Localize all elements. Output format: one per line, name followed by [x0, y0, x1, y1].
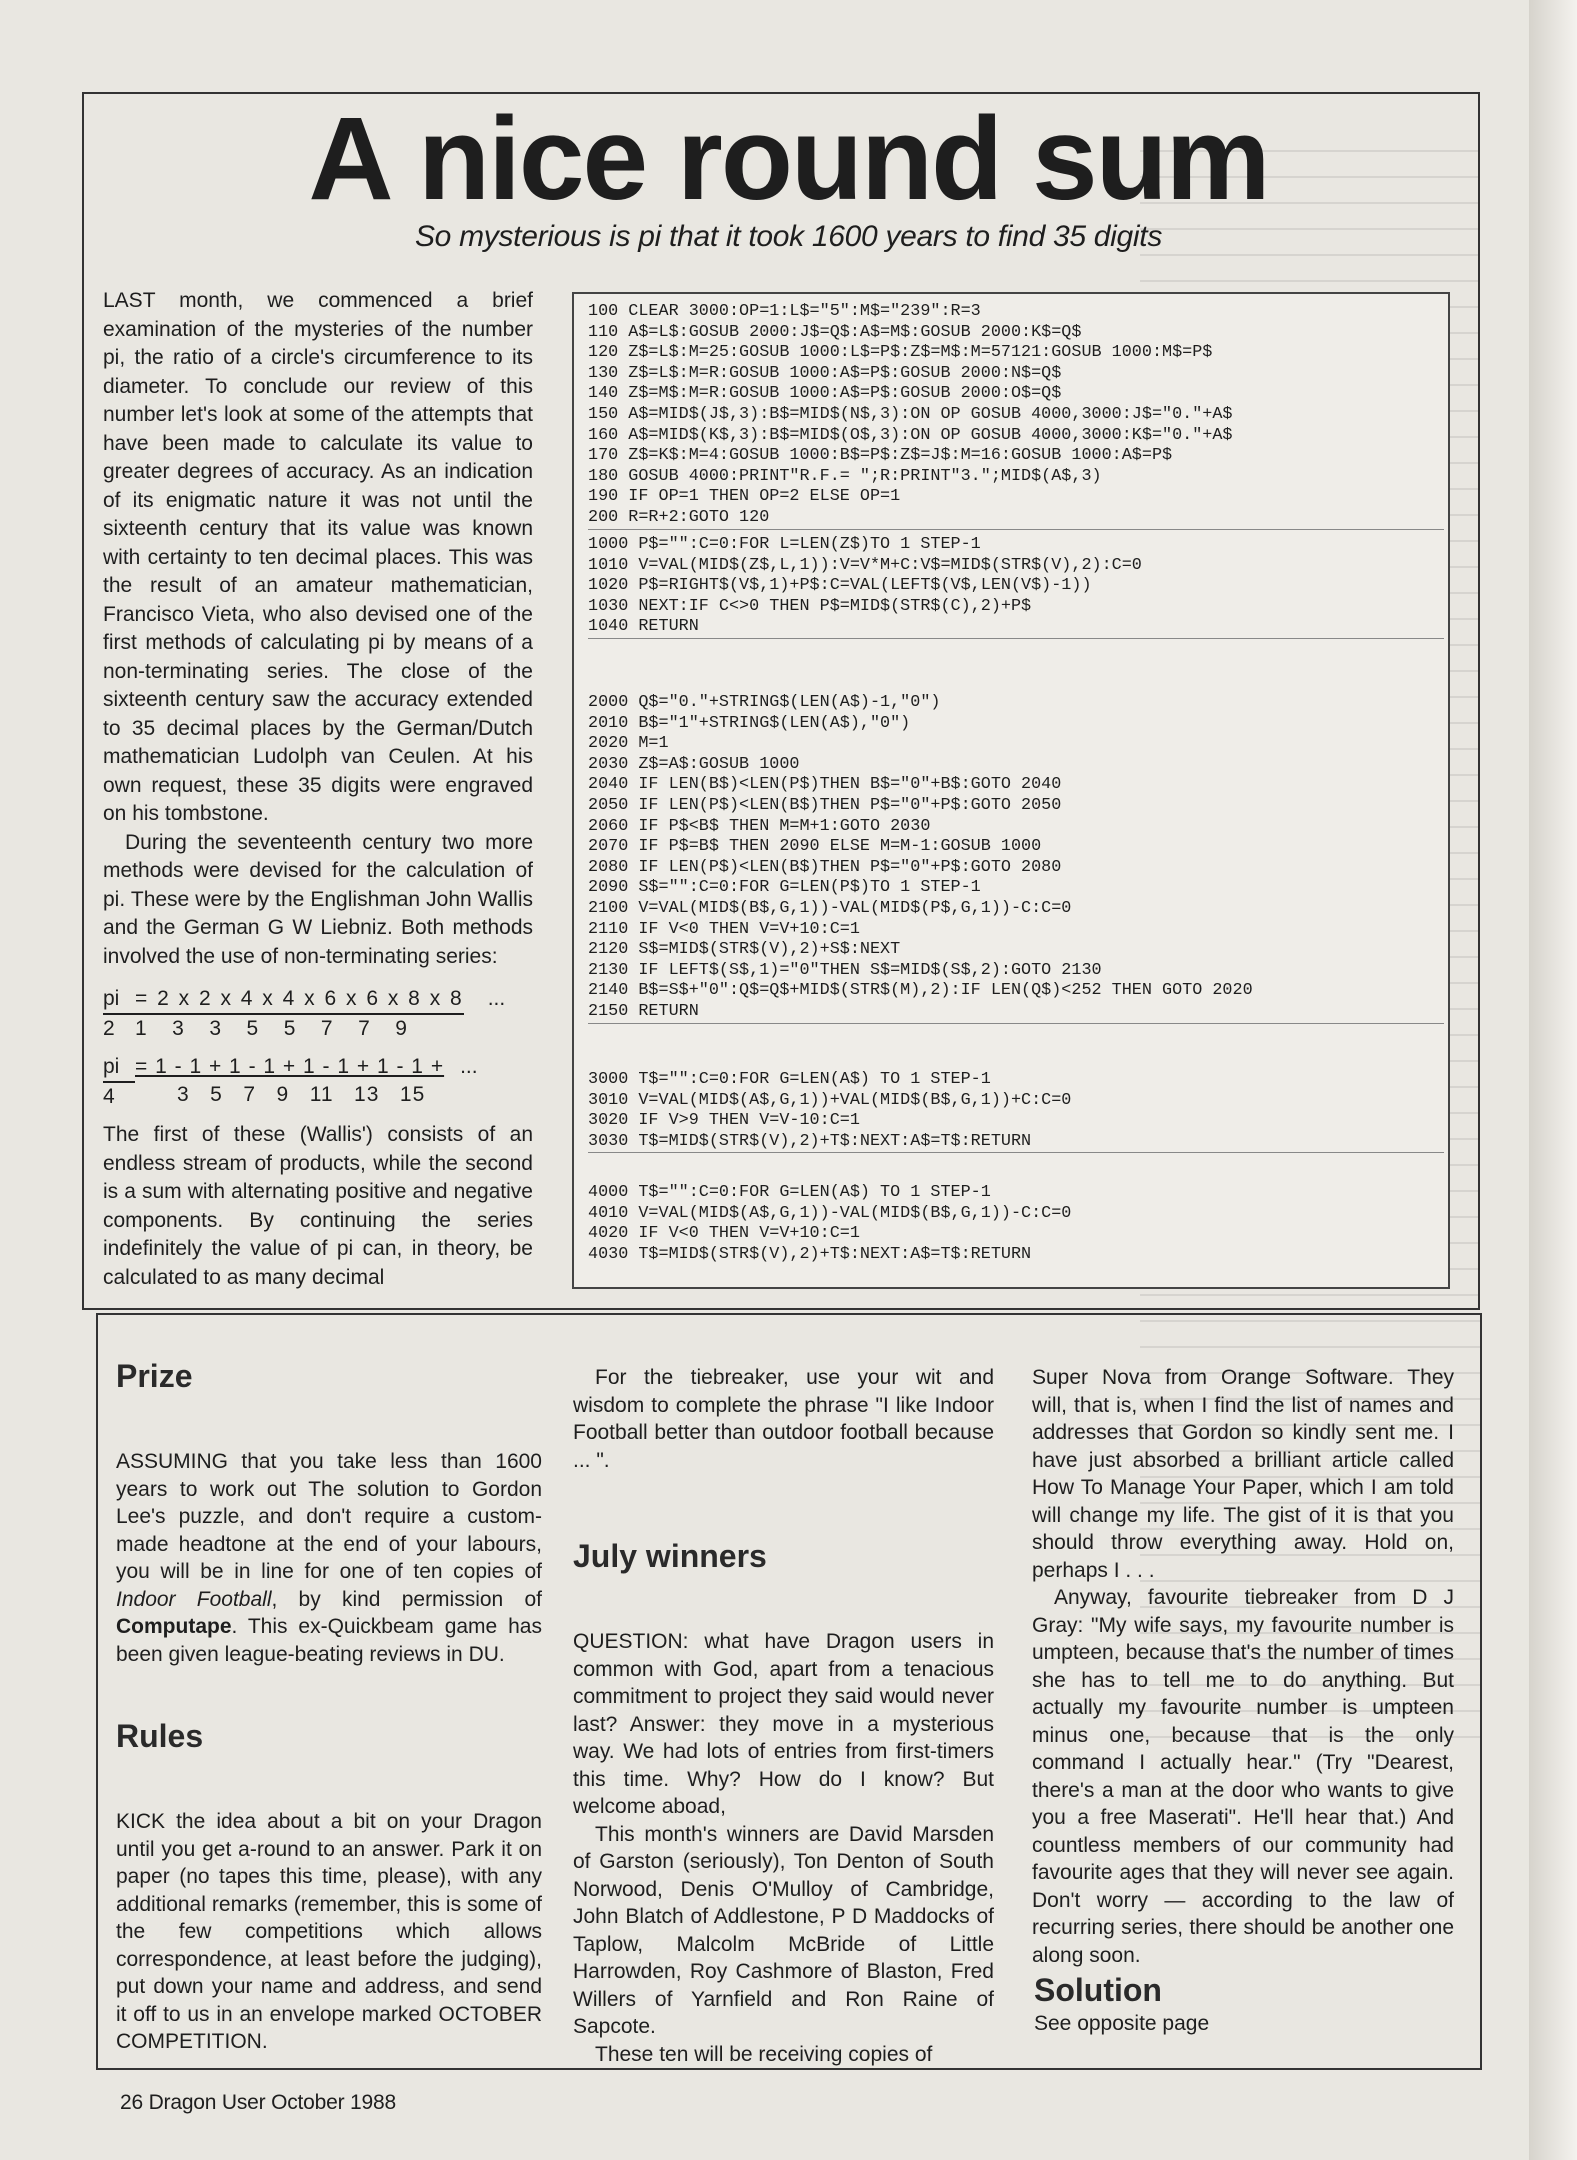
subtitle: So mysterious is pi that it took 1600 years to find 35 digits [414, 220, 1163, 253]
wallis-lhs-denominator: 2 [103, 1017, 115, 1040]
code-line: 2090 S$="":C=0:FOR G=LEN(P$)TO 1 STEP-1 [588, 878, 981, 898]
code-block-2000 [588, 693, 1444, 1024]
wallis-lhs [103, 985, 135, 1043]
code-line: 130 Z$=L$:M=R:GOSUB 1000:A$=P$:GOSUB 2000:N$=Q$ [588, 363, 1062, 383]
headline: A nice round sum [308, 93, 1269, 225]
rules-text [116, 1808, 542, 2056]
leibniz-lhs [103, 1053, 135, 1111]
wallis-terms [135, 985, 464, 1043]
code-line: 2020 M=1 [588, 734, 669, 754]
code-line: 140 Z$=M$:M=R:GOSUB 1000:A$=P$:GOSUB 2000:O$=Q$ [588, 384, 1062, 404]
code-line: 170 Z$=K$:M=4:GOSUB 1000:B$=P$:Z$=J$:M=16:GOSUB 1000:A$=P$ [588, 446, 1173, 466]
leibniz-numerators: = 1 - 1 + 1 - 1 + 1 - 1 + 1 - 1 + [135, 1055, 445, 1078]
code-line: 1000 P$="":C=0:FOR L=LEN(Z$)TO 1 STEP-1 [588, 535, 981, 554]
tiebreaker-text [573, 1364, 994, 1474]
code-line: 2130 IF LEFT$(S$,1)="0"THEN S$=MID$(S$,2):GOTO 2130 [588, 960, 1102, 980]
code-block-100 [588, 302, 1444, 530]
wallis-ellipsis: ... [487, 987, 506, 1010]
code-line: 110 A$=L$:GOSUB 2000:J$=Q$:A$=M$:GOSUB 2000:K$=Q$ [588, 322, 1082, 342]
code-line: 4030 T$=MID$(STR$(V),2)+T$:NEXT:A$=T$:RETURN [588, 1244, 1032, 1264]
solution-text [1034, 2010, 1454, 2038]
leibniz-denominators: 3 5 7 9 11 13 15 [177, 1083, 426, 1106]
code-line: 120 Z$=L$:M=25:GOSUB 1000:L$=P$:Z$=M$:M=57121:GOSUB 1000:M$=P$ [588, 343, 1213, 363]
code-line: 4020 IF V<0 THEN V=V+10:C=1 [588, 1224, 860, 1244]
code-line: 160 A$=MID$(K$,3):B$=MID$(O$,3):ON OP GOSUB 4000,3000:K$="0."+A$ [588, 425, 1233, 445]
intro-paragraph-3: The first of these (Wallis') consists of an endless stream of products, while the second is a sum with alternating positive and negative components. By continuing the series indefinitely the value of pi can, in theory, be calculated to as many decimal [103, 1123, 533, 1289]
code-line: 2030 Z$=A$:GOSUB 1000 [588, 754, 800, 774]
code-block-3000 [588, 1070, 1444, 1153]
july-winners-heading: July winners [573, 1538, 767, 1574]
intro-column [103, 287, 533, 1292]
page-edge-shadow [1529, 0, 1577, 2160]
col3-paragraph-1: Super Nova from Orange Software. They will, that is, when I find the list of names and addresses that Gordon so kindly sent me. I have just absorbed a brilliant article called How To Manage Your Paper, which I am told will change my life. The gist of it is that you should throw everything away. Hold on, perhaps I . . . [1032, 1366, 1454, 1582]
july-paragraph-2: This month's winners are David Marsden of Garston (seriously), Ton Denton of South Norwood, Denis O'Mulloy of Cambridge, John Blatch of Addlestone, P D Maddocks of Taplow, Malcolm McBride of Little Harrowden, Roy Cashmore of Blaston, Fred Willers of Yarnfield and Ron Raine of Sapcote. [573, 1822, 994, 2038]
leibniz-lhs-denominator: 4 [103, 1085, 115, 1108]
wallis-lhs-numerator: pi [103, 985, 135, 1015]
code-line: 3000 T$="":C=0:FOR G=LEN(A$) TO 1 STEP-1 [588, 1070, 991, 1089]
code-line: 2040 IF LEN(B$)<LEN(P$)THEN B$="0"+B$:GOTO 2040 [588, 775, 1062, 795]
leibniz-formula [103, 1053, 533, 1111]
prize-paragraph [116, 1448, 542, 1668]
intro-paragraph-2: During the seventeenth century two more methods were devised for the calculation of pi. These were by the Englishman John Wallis and the German G W Liebniz. Both methods involved the use of non-terminating series: [103, 830, 533, 968]
july-paragraph-3: These ten will be receiving copies of [595, 2042, 933, 2066]
leibniz-terms [135, 1053, 444, 1109]
prize-text [116, 1448, 542, 1668]
prize-heading: Prize [116, 1358, 193, 1394]
code-line: 4000 T$="":C=0:FOR G=LEN(A$) TO 1 STEP-1 [588, 1183, 991, 1202]
tiebreaker-paragraph: For the tiebreaker, use your wit and wisdom to complete the phrase "I like Indoor Football better than outdoor football because ... ". [573, 1366, 994, 1472]
code-line: 3010 V=VAL(MID$(A$,G,1))+VAL(MID$(B$,G,1))+C:C=0 [588, 1090, 1072, 1110]
solution-paragraph: See opposite page [1034, 2012, 1210, 2035]
code-line: 2060 IF P$<B$ THEN M=M+1:GOTO 2030 [588, 816, 931, 836]
code-line: 4010 V=VAL(MID$(A$,G,1))-VAL(MID$(B$,G,1))-C:C=0 [588, 1203, 1072, 1223]
prize-text-a: ASSUMING that you take less than 1600 years to work out The solution to Gordon Lee's puzzle, and don't require a custom-made headtone at the end of your labours, you will be in line for one of ten copies of [116, 1450, 542, 1583]
code-line: 2150 RETURN [588, 1001, 699, 1021]
code-line: 2110 IF V<0 THEN V=V+10:C=1 [588, 919, 860, 939]
code-line: 2140 B$=S$+"0":Q$=Q$+MID$(STR$(M),2):IF LEN(Q$)<252 THEN GOTO 2020 [588, 981, 1253, 1001]
leibniz-lhs-numerator: pi [103, 1053, 135, 1083]
code-block-1000 [588, 535, 1444, 639]
col3-paragraph-2: Anyway, favourite tiebreaker from D J Gray: "My wife says, my favourite number is umpteen, because that's the number of times she has to tell me to do anything. But actually my favourite number is umpteen minus one, because that is the only command I actually hear." (Try "Dearest, there's a man at the door who wants to give you a free Maserati". He'll hear that.) And countless members of our community had favourite ages that they will never see again. Don't worry — according to the law of recurring series, there should be another one along soon. [1032, 1586, 1454, 1967]
code-line: 2120 S$=MID$(STR$(V),2)+S$:NEXT [588, 940, 901, 960]
code-line: 200 R=R+2:GOTO 120 [588, 507, 770, 527]
code-line: 150 A$=MID$(J$,3):B$=MID$(N$,3):ON OP GOSUB 4000,3000:J$="0."+A$ [588, 404, 1233, 424]
code-line: 2070 IF P$=B$ THEN 2090 ELSE M=M-1:GOSUB 1000 [588, 837, 1042, 857]
wallis-formula [103, 985, 533, 1043]
july-winners-text [573, 1628, 994, 2068]
wallis-numerators: = 2 x 2 x 4 x 4 x 6 x 6 x 8 x 8 [135, 985, 464, 1015]
code-block-4000 [588, 1183, 1444, 1265]
code-line: 1030 NEXT:IF C<>0 THEN P$=MID$(STR$(C),2)+P$ [588, 596, 1032, 616]
solution-heading: Solution [1034, 1972, 1162, 2008]
code-line: 1010 V=VAL(MID$(Z$,L,1)):V=V*M+C:V$=MID$(STR$(V),2):C=0 [588, 555, 1142, 575]
column-three-text [1032, 1364, 1454, 1969]
prize-text-b: , by kind permission of [271, 1587, 542, 1611]
code-line: 180 GOSUB 4000:PRINT"R.F.= ";R:PRINT"3.";MID$(A$,3) [588, 466, 1102, 486]
intro-paragraph-1: LAST month, we commenced a brief examination of the mysteries of the number pi, the ratio of a circle's circumference to its diameter. To conclude our review of this number let's look at some of the attempts that have been made to calculate its value to greater degrees of accuracy. As an indication of its enigmatic nature it was not until the sixteenth century that its value was known with certainty to ten decimal places. This was the result of an amateur mathematician, Francisco Vieta, who also devised one of the first methods of calculating pi by means of a non-terminating series. The close of the sixteenth century saw the accuracy extended to 35 decimal places by the German/Dutch mathematician Ludolph van Ceulen. At his own request, these 35 digits were engraved on his tombstone. [103, 289, 533, 825]
code-line: 2050 IF LEN(P$)<LEN(B$)THEN P$="0"+P$:GOTO 2050 [588, 795, 1062, 815]
code-line: 2000 Q$="0."+STRING$(LEN(A$)-1,"0") [588, 693, 941, 712]
code-line: 100 CLEAR 3000:OP=1:L$="5":M$="239":R=3 [588, 302, 981, 321]
code-line: 2100 V=VAL(MID$(B$,G,1))-VAL(MID$(P$,G,1))-C:C=0 [588, 898, 1072, 918]
code-line: 1040 RETURN [588, 617, 699, 637]
leibniz-ellipsis: ... [460, 1055, 478, 1078]
july-paragraph-1: QUESTION: what have Dragon users in common with God, apart from a tenacious commitment to project they said would never last? Answer: they move in a mysterious way. We had lots of entries from first-timers this time. Why? How do I know? But welcome aboad, [573, 1630, 994, 1818]
rules-heading: Rules [116, 1718, 204, 1754]
code-line: 2080 IF LEN(P$)<LEN(B$)THEN P$="0"+P$:GOTO 2080 [588, 857, 1062, 877]
code-line: 3020 IF V>9 THEN V=V-10:C=1 [588, 1111, 860, 1131]
prize-text-c: . This ex-Quickbeam game has been given league-beating reviews in DU. [116, 1615, 542, 1666]
code-line: 3030 T$=MID$(STR$(V),2)+T$:NEXT:A$=T$:RETURN [588, 1131, 1032, 1151]
code-line: 1020 P$=RIGHT$(V$,1)+P$:C=VAL(LEFT$(V$,LEN(V$)-1)) [588, 576, 1092, 596]
basic-listing [572, 292, 1450, 1289]
wallis-denominators: 1 3 3 5 5 7 7 9 [135, 1017, 409, 1040]
prize-publisher: Computape [116, 1615, 232, 1638]
prize-game-title: Indoor Football [116, 1587, 272, 1611]
rules-paragraph: KICK the idea about a bit on your Dragon until you get a-round to an answer. Park it on paper (no tapes this time, please), with any additional remarks (remember, this is some of the few competitions which allows correspondence, at least before the judging), put down your name and address, and send it off to us in an envelope marked OCTOBER COMPETITION. [116, 1810, 542, 2053]
page-footer: 26 Dragon User October 1988 [120, 2091, 396, 2114]
code-line: 190 IF OP=1 THEN OP=2 ELSE OP=1 [588, 487, 901, 507]
code-line: 2010 B$="1"+STRING$(LEN(A$),"0") [588, 713, 911, 733]
